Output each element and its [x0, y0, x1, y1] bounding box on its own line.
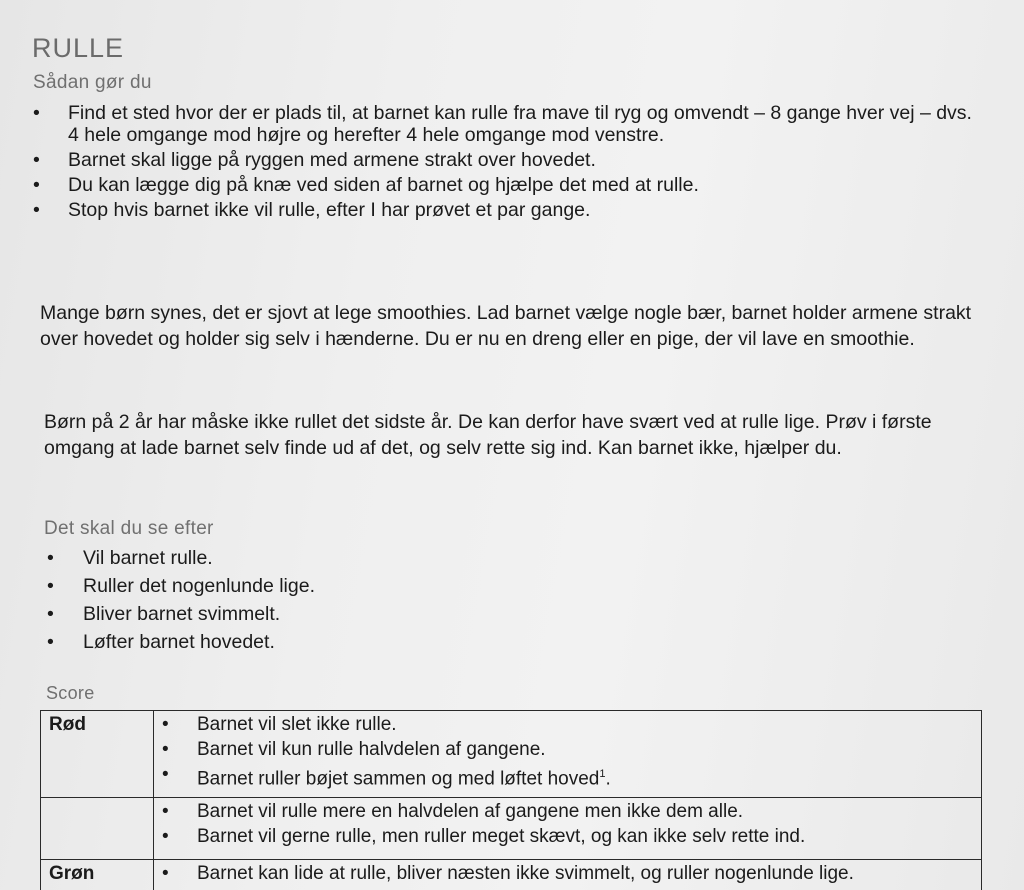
score-label-middle [41, 798, 154, 860]
look-list [0, 547, 700, 659]
bullet-icon: • [47, 603, 54, 625]
score-cell [154, 711, 982, 798]
list-item: • Vil barnet rulle. [47, 547, 213, 569]
list-item: • Barnet vil gerne rulle, men ruller meget skævt, og kan ikke selv rette ind. [162, 826, 806, 847]
paragraph-age: Børn på 2 år har måske ikke rullet det sidste år. De kan derfor have svært ved at rulle lige. Prøv i første omgang at lade barnet selv finde ud af det, og selv rette sig ind. Kan barnet ikke, hjælper du. [44, 411, 932, 459]
bullet-icon: • [162, 739, 169, 760]
list-item: • Barnet kan lide at rulle, bliver næsten ikke svimmelt, og ruller nogenlunde lige. [162, 863, 854, 884]
bullet-icon: • [162, 863, 169, 884]
score-label-red: Rød [41, 711, 154, 798]
list-item: • Barnet vil rulle mere en halvdelen af gangene men ikke dem alle. [162, 801, 744, 822]
list-item: • Barnet vil kun rulle halvdelen af gangene. [162, 739, 546, 760]
bullet-icon: • [33, 149, 40, 171]
list-item: • Find et sted hvor der er plads til, at barnet kan rulle fra mave til ryg og omvendt – 8 gange hver vej – dvs. 4 hele omgange mod højre og herefter 4 hele omgange mod venstre. [33, 102, 972, 146]
list-item: • Løfter barnet hovedet. [47, 631, 275, 653]
score-heading: Score [46, 683, 95, 703]
score-cell [154, 860, 982, 890]
list-item: • Du kan lægge dig på knæ ved siden af barnet og hjælpe det med at rulle. [33, 174, 699, 196]
list-item: • Barnet skal ligge på ryggen med armene strakt over hovedet. [33, 149, 596, 171]
bullet-icon: • [47, 575, 54, 597]
score-label-green: Grøn [41, 860, 154, 890]
bullet-icon: • [162, 764, 169, 785]
bullet-icon: • [47, 547, 54, 569]
bullet-icon: • [162, 714, 169, 735]
list-item: • Stop hvis barnet ikke vil rulle, efter I har prøvet et par gange. [33, 199, 591, 221]
score-table [40, 710, 982, 890]
table-row [41, 798, 982, 860]
bullet-icon: • [33, 174, 40, 196]
footnote-suffix: . [605, 768, 611, 790]
table-row [41, 711, 982, 798]
page-title: RULLE [32, 33, 125, 63]
bullet-icon: • [47, 631, 54, 653]
list-item: • Barnet ruller bøjet sammen og med løftet hoved$^1$. [162, 764, 611, 790]
list-item: • Barnet vil slet ikke rulle. [162, 714, 397, 735]
bullet-icon: • [162, 801, 169, 822]
look-heading: Det skal du se efter [44, 518, 214, 539]
how-heading: Sådan gør du [33, 72, 152, 93]
bullet-icon: • [33, 199, 40, 221]
list-item: • Ruller det nogenlunde lige. [47, 575, 316, 597]
score-cell [154, 798, 982, 860]
table-row [41, 860, 982, 890]
paragraph-smoothie: Mange børn synes, det er sjovt at lege smoothies. Lad barnet vælge nogle bær, barnet holder armene strakt over hovedet og holder sig selv i hænderne. Du er nu en dreng eller en pige, der vil lave en smoothie. [40, 302, 972, 350]
list-item: • Bliver barnet svimmelt. [47, 603, 281, 625]
bullet-icon: • [33, 102, 40, 124]
how-list [0, 102, 975, 224]
bullet-icon: • [162, 826, 169, 847]
footnote-marker: 1 [599, 768, 606, 780]
